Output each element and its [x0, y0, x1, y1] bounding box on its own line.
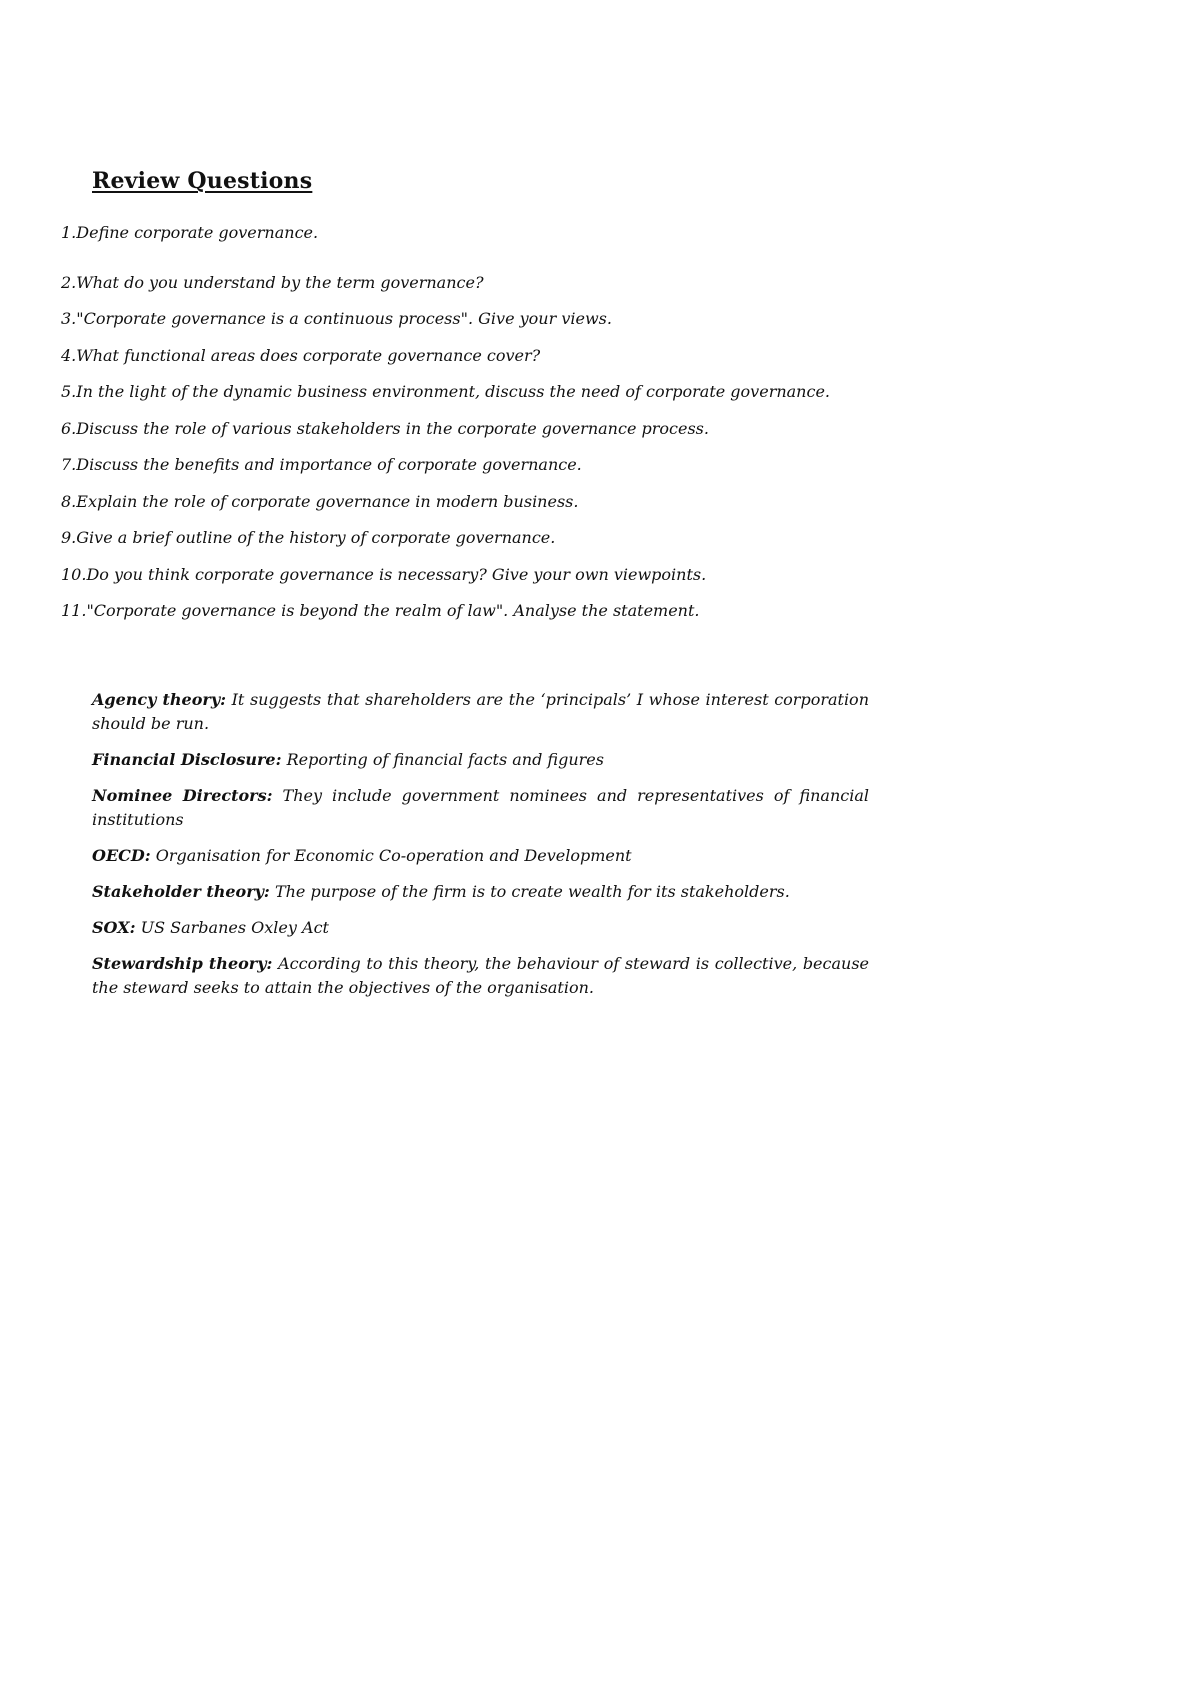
question-item: 7.Discuss the benefits and importance of corporate governance.	[61, 455, 582, 474]
glossary-term: Stewardship theory:	[92, 954, 273, 973]
glossary-term: Agency theory:	[92, 690, 227, 709]
glossary-entry	[92, 748, 869, 772]
glossary-definition: It suggests that shareholders are the ‘principals’ I whose interest corporation should be run.	[92, 690, 869, 733]
question-item: 9.Give a brief outline of the history of corporate governance.	[61, 528, 556, 547]
glossary-term: Financial Disclosure:	[92, 750, 282, 769]
glossary-definition: The purpose of the firm is to create wealth for its stakeholders.	[274, 882, 790, 901]
glossary-definition: Reporting of financial facts and figures	[286, 750, 604, 769]
page-heading: Review Questions	[92, 168, 313, 194]
glossary-entry	[92, 916, 869, 940]
question-item: 8.Explain the role of corporate governance in modern business.	[61, 492, 579, 511]
glossary-entry	[92, 880, 869, 904]
question-item: 10.Do you think corporate governance is necessary? Give your own viewpoints.	[61, 565, 707, 584]
question-item: 11."Corporate governance is beyond the realm of law". Analyse the statement.	[61, 601, 700, 620]
glossary-term: SOX:	[92, 918, 136, 937]
glossary-entry	[92, 952, 869, 1000]
question-item: 5.In the light of the dynamic business environment, discuss the need of corporate governance.	[61, 382, 830, 401]
glossary-term: OECD:	[92, 846, 151, 865]
question-item: 1.Define corporate governance.	[61, 223, 319, 242]
question-item: 2.What do you understand by the term governance?	[61, 273, 484, 292]
glossary-definition: They include government nominees and representatives of financial institutions	[92, 786, 869, 829]
glossary-definition: Organisation for Economic Co-operation and Development	[155, 846, 632, 865]
question-item: 3."Corporate governance is a continuous process". Give your views.	[61, 309, 612, 328]
glossary-definition: US Sarbanes Oxley Act	[140, 918, 329, 937]
glossary-definition: According to this theory, the behaviour of steward is collective, because the steward seeks to attain the objectives of the organisation.	[92, 954, 870, 997]
glossary-entry	[92, 844, 869, 868]
question-item: 6.Discuss the role of various stakeholders in the corporate governance process.	[61, 419, 709, 438]
glossary-term: Nominee Directors:	[92, 786, 273, 805]
question-item: 4.What functional areas does corporate governance cover?	[61, 346, 541, 365]
glossary-term: Stakeholder theory:	[92, 882, 270, 901]
glossary-entry	[92, 688, 869, 736]
glossary-entry	[92, 784, 869, 832]
